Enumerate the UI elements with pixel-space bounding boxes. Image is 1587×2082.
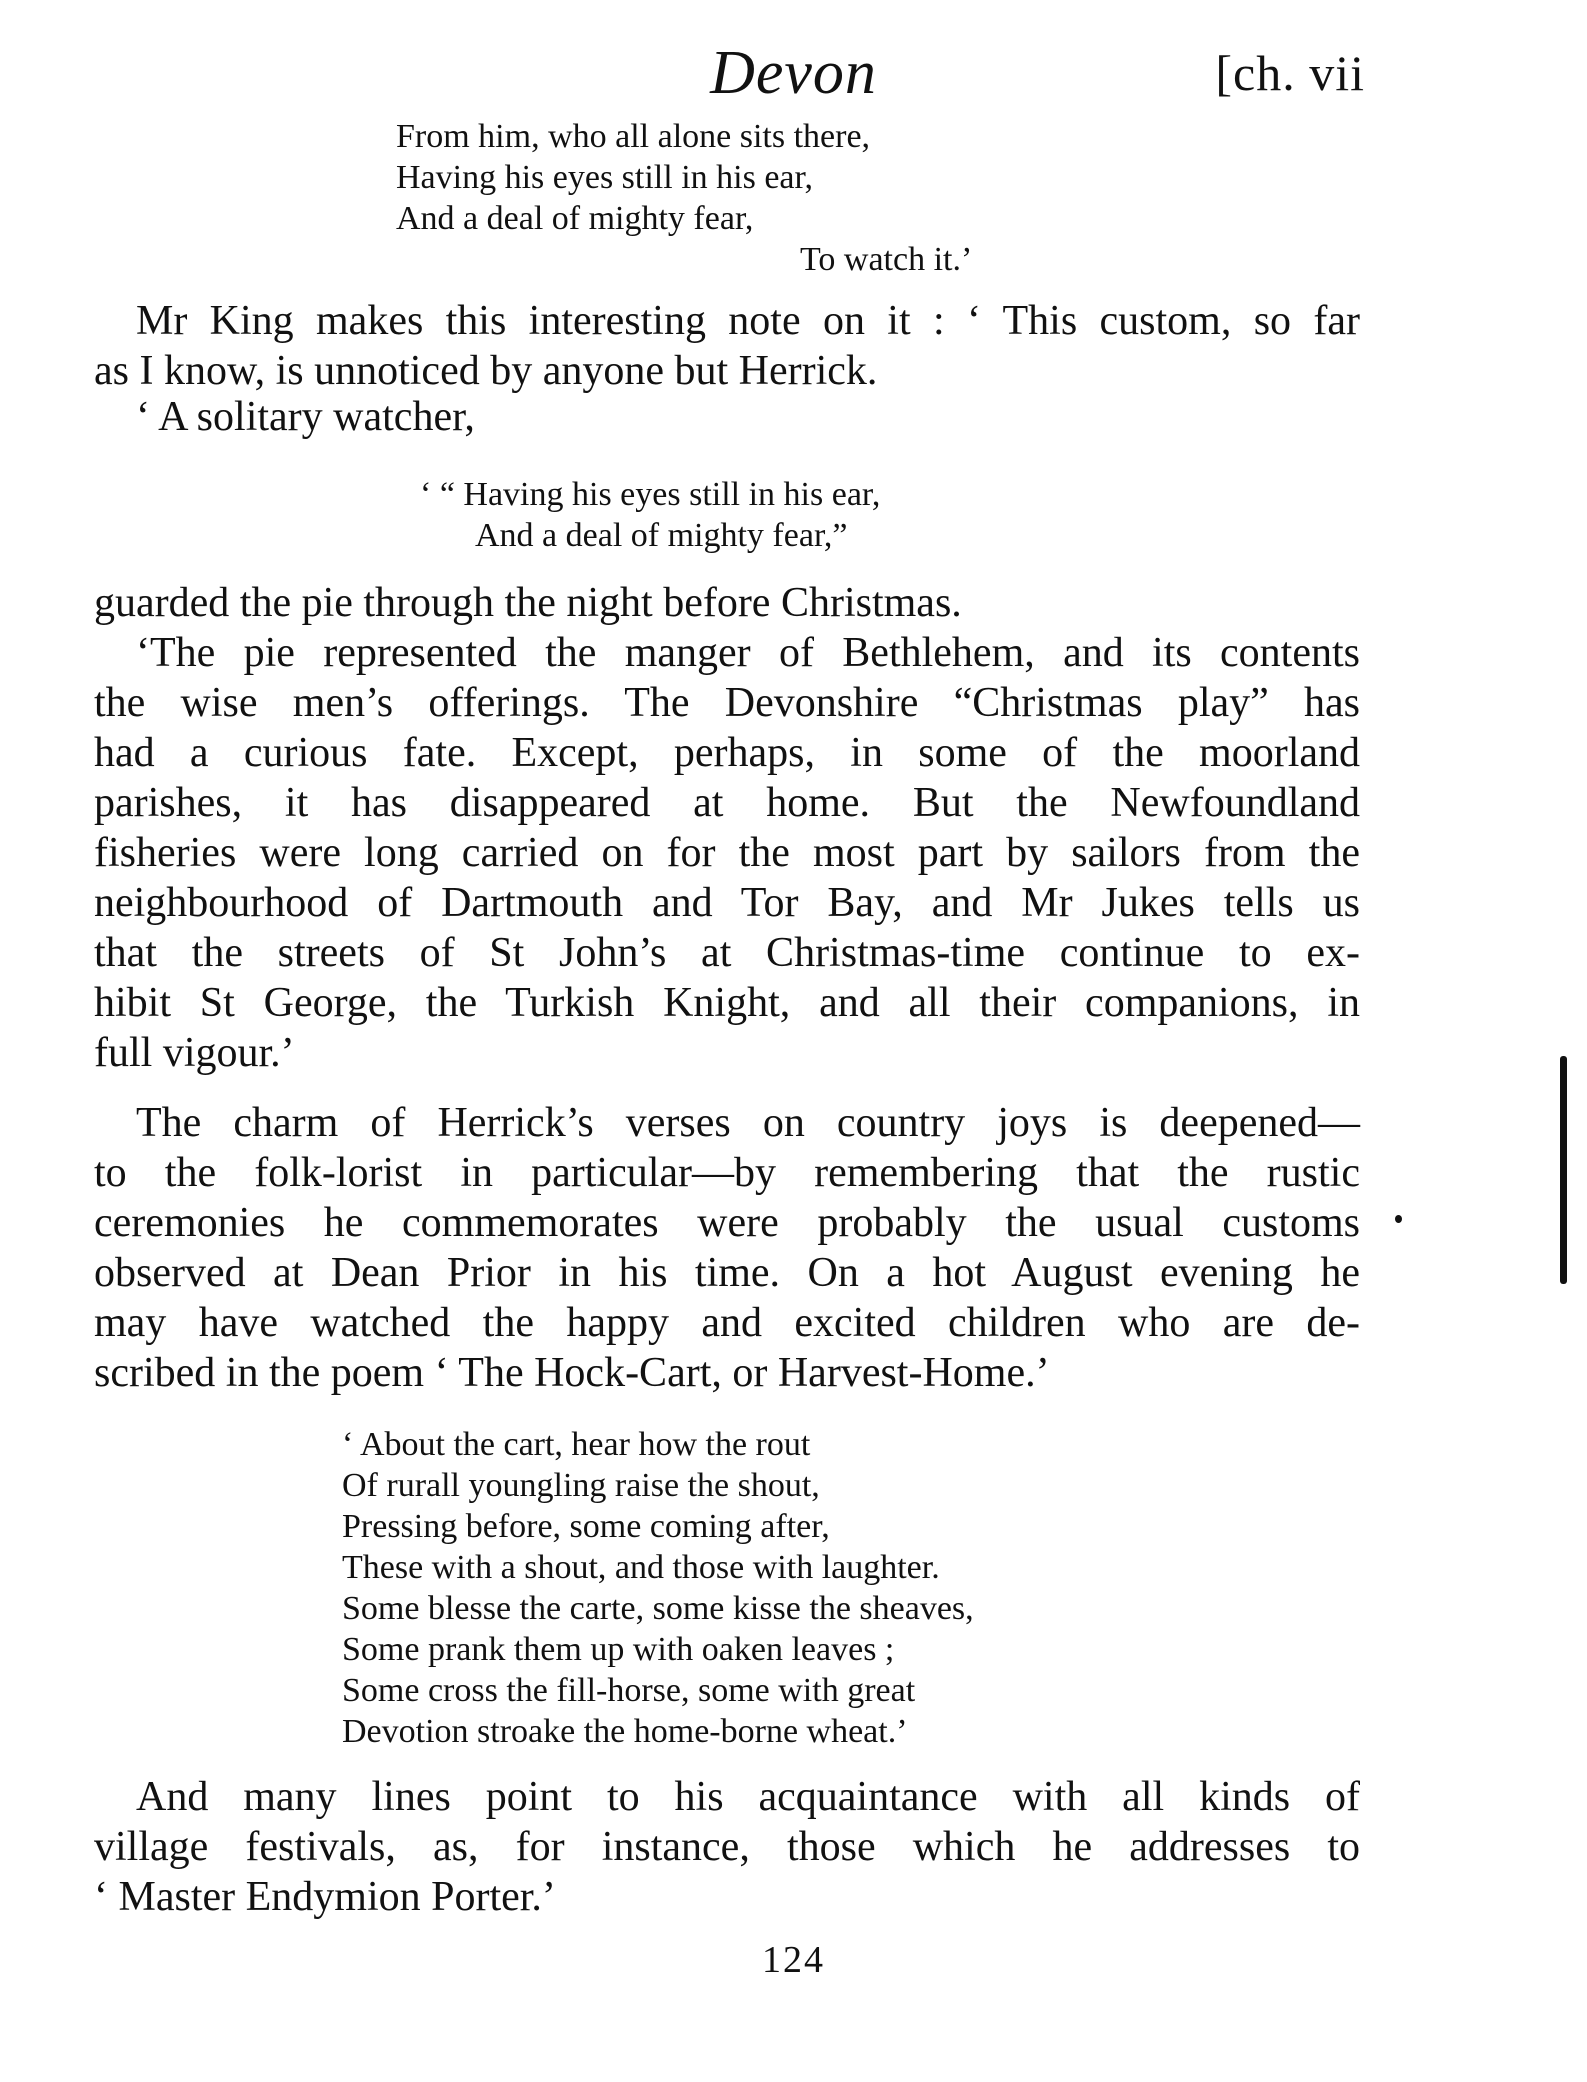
verse-line: And a deal of mighty fear,: [396, 200, 754, 237]
verse-line: Some cross the fill-horse, some with great: [342, 1672, 916, 1709]
text-line: And many lines point to his acquaintance with all kinds of: [136, 1774, 1360, 1820]
text-line: observed at Dean Prior in his time. On a hot August evening he: [94, 1250, 1360, 1296]
verse-quote-3: [342, 1424, 1242, 1752]
verse-line: Some blesse the carte, some kisse the sheaves,: [342, 1590, 974, 1627]
text-line: ‘ A solitary watcher,: [136, 394, 475, 440]
text-line: hibit St George, the Turkish Knight, and all their companions, in: [94, 980, 1360, 1026]
text-line: as I know, is unnoticed by anyone but Herrick.: [94, 348, 878, 394]
text-line: to the folk-lorist in particular—by remembering that the rustic: [94, 1150, 1360, 1196]
verse-line: Devotion stroake the home-borne wheat.’: [342, 1713, 908, 1750]
text-line: ‘The pie represented the manger of Bethlehem, and its contents: [136, 630, 1360, 676]
verse-line: And a deal of mighty fear,”: [475, 517, 848, 554]
verse-line: Having his eyes still in his ear,: [396, 159, 813, 196]
verse-line: To watch it.’: [800, 241, 973, 278]
verse-quote-2: [420, 474, 1120, 556]
text-line: that the streets of St John’s at Christmas-time continue to ex-: [94, 930, 1360, 976]
text-line: neighbourhood of Dartmouth and Tor Bay, and Mr Jukes tells us: [94, 880, 1360, 926]
paragraph-5: [94, 1098, 1360, 1398]
text-line: scribed in the poem ‘ The Hock-Cart, or Harvest-Home.’: [94, 1350, 1050, 1396]
verse-line: Some prank them up with oaken leaves ;: [342, 1631, 895, 1668]
text-line: the wise men’s offerings. The Devonshire “Christmas play” has: [94, 680, 1360, 726]
paragraph-2: [94, 392, 1360, 442]
text-line: ceremonies he commemorates were probably the usual customs: [94, 1200, 1360, 1246]
margin-dot: [1395, 1215, 1402, 1223]
text-line: fisheries were long carried on for the most part by sailors from the: [94, 830, 1360, 876]
verse-line: ‘ “ Having his eyes still in his ear,: [420, 476, 881, 513]
verse-line: From him, who all alone sits there,: [396, 118, 871, 155]
page-number: 124: [762, 1939, 825, 1981]
text-line: village festivals, as, for instance, those which he addresses to: [94, 1824, 1360, 1870]
verse-quote-1: [396, 116, 1096, 280]
text-line: guarded the pie through the night before Christmas.: [94, 580, 962, 626]
verse-line: These with a shout, and those with laughter.: [342, 1549, 940, 1586]
text-line: parishes, it has disappeared at home. But the Newfoundland: [94, 780, 1360, 826]
paragraph-6: [94, 1772, 1360, 1922]
text-line: may have watched the happy and excited children who are de-: [94, 1300, 1360, 1346]
running-head-title: Devon: [710, 39, 877, 107]
verse-line: ‘ About the cart, hear how the rout: [342, 1426, 811, 1463]
text-line: Mr King makes this interesting note on it : ‘ This custom, so far: [136, 298, 1360, 344]
verse-line: Pressing before, some coming after,: [342, 1508, 830, 1545]
paragraph-1: [94, 296, 1360, 396]
paragraph-4: [94, 628, 1360, 1078]
paragraph-3: [94, 578, 1360, 628]
text-line: ‘ Master Endymion Porter.’: [94, 1874, 556, 1920]
text-line: full vigour.’: [94, 1030, 295, 1076]
text-line: had a curious fate. Except, perhaps, in some of the moorland: [94, 730, 1360, 776]
margin-scan-mark: [1560, 1056, 1567, 1284]
verse-line: Of rurall youngling raise the shout,: [342, 1467, 820, 1504]
text-line: The charm of Herrick’s verses on country joys is deepened—: [136, 1100, 1360, 1146]
running-head-chapter: [ch. vii: [1215, 45, 1365, 101]
